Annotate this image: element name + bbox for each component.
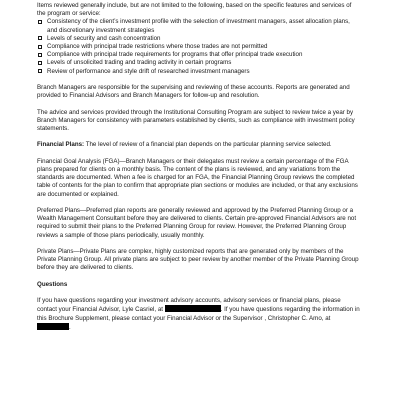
financial-plans-text: The level of review of a financial plan depends on the particular planning service selected.: [84, 141, 332, 149]
fga-paragraph: Financial Goal Analysis (FGA)—Branch Managers or their delegates must review a certain percentage of the FGA plans prepared for clients on a monthly basis. The content of the plans is reviewed, and any variations from the standards are documented. When a fee is charged for an FGA, the Financial Planning Group reviews the completed table of contents for the plan to confirm that appropriate plan sections or modules are included, or that any exclusions are documented or explained.: [37, 157, 358, 198]
intro-text: Items reviewed generally include, but are not limited to the following, based on the specific features and services of the program or service:: [37, 2, 352, 18]
institutional-consulting-paragraph: The advice and services provided through the Institutional Consulting Program are subject to review twice a year by Branch Managers for consistency with parameters established by clients, such as compliance with investment policy statements.: [37, 108, 355, 133]
redacted-phone-number: [37, 323, 69, 330]
redacted-phone-number: [165, 305, 221, 312]
private-plans-paragraph: Private Plans—Private Plans are complex, highly customized reports that are generated only by members of the Private Planning Group. All private plans are subject to peer review by another member of the Private Planning Group before they are delivered to clients.: [37, 248, 359, 272]
checkbox-icon: [38, 45, 42, 49]
preferred-plans-paragraph: Preferred Plans—Preferred plan reports are generally reviewed and approved by the Preferred Planning Group or a Wealth Management Consultant before they are delivered to clients. Certain pre-approved Financial Advisors are not required to submit their plans to the Preferred Planning Group for review. However, the Preferred Planning Group reviews a sample of those plans periodically, usually monthly.: [37, 207, 357, 239]
financial-plans-label: Financial Plans:: [37, 141, 85, 149]
branch-managers-paragraph: Branch Managers are responsible for the supervising and reviewing of these accounts. Reports are generated and provided to Financial Advisors and Branch Managers for follow-up and resolution.: [37, 84, 350, 100]
review-checklist: [37, 18, 360, 75]
checklist-item: Consistency of the client’s investment profile with the selection of investment managers, asset allocation plans, and discretionary investment strategies: [37, 18, 360, 34]
checklist-item: Compliance with principal trade restrictions where those trades are not permitted: [37, 43, 360, 51]
questions-paragraph: If you have questions regarding your investment advisory accounts, advisory services or financial plans, please contact your Financial Advisor, Lyle Casriel, at . If you have questions regarding the information in this Brochure Supplement, please contact your Financial Advisor or the Supervisor , Christopher C. Amo, at .: [37, 297, 360, 331]
checklist-item: Levels of security and cash concentration: [37, 35, 360, 43]
checklist-item: Levels of unsolicited trading and trading activity in certain programs: [37, 59, 360, 67]
checklist-item: Review of performance and style drift of researched investment managers: [37, 68, 360, 76]
checklist-item: Compliance with principal trade requirements for programs that offer principal trade execution: [37, 51, 360, 59]
checkbox-icon: [38, 61, 42, 65]
checkbox-icon: [38, 53, 42, 57]
checkbox-icon: [38, 36, 42, 40]
financial-plans-paragraph: [37, 141, 360, 149]
checkbox-icon: [38, 20, 42, 24]
checkbox-icon: [38, 69, 42, 73]
questions-heading: Questions: [37, 280, 68, 288]
